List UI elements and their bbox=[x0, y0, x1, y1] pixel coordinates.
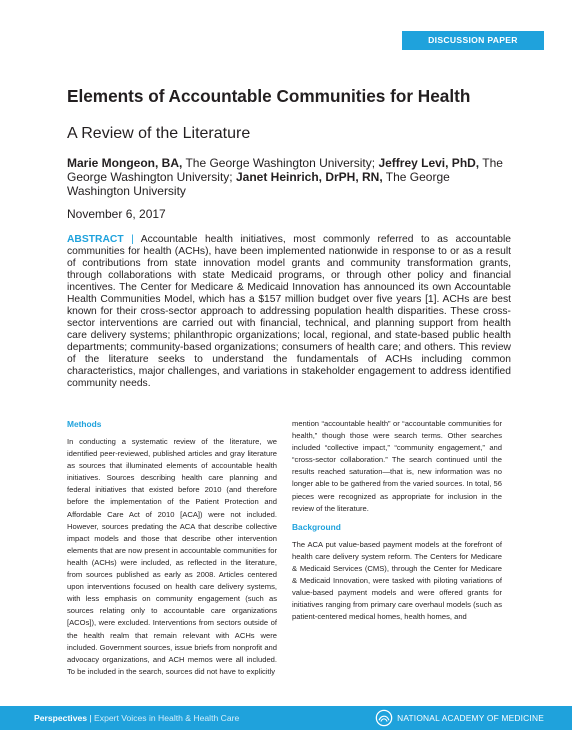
author-name: Janet Heinrich, DrPH, RN, bbox=[235, 170, 383, 184]
series-tagline: Expert Voices in Health & Health Care bbox=[94, 713, 240, 723]
footer-series bbox=[34, 706, 239, 730]
paper-subtitle: A Review of the Literature bbox=[67, 125, 251, 142]
series-name: Perspectives bbox=[34, 713, 88, 723]
section-heading-background: Background bbox=[292, 521, 341, 532]
author-affiliation: The George Washington University; bbox=[182, 156, 379, 170]
methods-paragraph-continued: mention “accountable health” or “accountable communities for health,” though those were search terms. Other searches included “collective impact,” “community engagement,” and “cross-sector collaboration.” The search continued until the results reached saturation—that is, new information was no longer able to be gathered from the varied sources. In total, 56 pieces were recognized as appropriate for inclusion in the review of the literature. bbox=[292, 419, 502, 513]
author-name: Jeffrey Levi, PhD, bbox=[378, 156, 480, 170]
footer-separator: | bbox=[87, 713, 95, 723]
author-affiliation: The George Washington University; bbox=[67, 156, 503, 184]
publication-date: November 6, 2017 bbox=[67, 207, 166, 221]
abstract-label: ABSTRACT bbox=[67, 234, 124, 245]
nam-logo-icon bbox=[375, 709, 393, 727]
organization-name: NATIONAL ACADEMY OF MEDICINE bbox=[397, 713, 544, 723]
author-affiliation: The George Washington University bbox=[67, 170, 450, 198]
footer-bar bbox=[0, 706, 572, 730]
abstract bbox=[67, 234, 511, 390]
paper-title: Elements of Accountable Communities for Health bbox=[67, 86, 471, 106]
author-list bbox=[67, 156, 512, 198]
methods-paragraph: In conducting a systematic review of the literature, we identified peer-reviewed, published articles and gray literature as sources that illuminated elements of accountable health initiatives. Sources describing health care planning and federal initiatives that existed before 2010 (and therefore before the implementation of the Patient Protection and Affordable Care Act of 2010 [ACA]) were not included. However, sources predating the ACA that describe collective impact models and those that describe other intervention elements that are now present in accountable communities for health (ACHs) were included, as reflected in the literature, from sources published as early as 2008. Articles centered upon interventions focused on health care delivery systems, with less emphasis on community engagement (such as sources relating only to accountable care organizations [ACOs]), were excluded. Interventions from sectors outside of the health realm that remain relevant with ACHs were included. Government sources, issue briefs from nonprofit and advocacy organizations, and ACH memos were all included. To be included in the search, sources did not have to explicitly bbox=[67, 437, 277, 676]
column-left bbox=[67, 418, 277, 684]
section-heading-methods: Methods bbox=[67, 419, 102, 429]
abstract-separator: | bbox=[123, 234, 141, 245]
column-right bbox=[292, 418, 502, 629]
background-paragraph: The ACA put value-based payment models at the forefront of health care delivery system reform. The Centers for Medicare & Medicaid Services (CMS), through the Center for Medicare & Medicaid Innovation, were tasked with piloting variations of value-based payment models and were offered grants for initiatives ranging from primary care overhaul models (such as patient-centered medical homes, health homes, and bbox=[292, 539, 502, 622]
abstract-text: Accountable health initiatives, most commonly referred to as accountable communities for health (ACHs), have been implemented nationwide in response to or as a result of contributions from state innovation model grants and community transformation grants, through collaborations with state Medicaid programs, or through other policy and financial incentives. The Center for Medicare & Medicaid Innovation has announced its own Accountable Health Communities Model, which has a $157 million budget over five years [1]. ACHs are best known for their cross-sector approach to addressing population health disparities. These cross-sector interventions are carried out with financial, technical, and planning support from health care delivery systems; philanthropic organizations; local, regional, and state-based public health departments; community-based organizations; consumers of health care; and others. This review of the literature seeks to understand the fundamentals of ACHs including common characteristics, major challenges, and variations in stakeholder engagement to address identified community needs. bbox=[67, 234, 512, 389]
discussion-paper-badge: DISCUSSION PAPER bbox=[402, 31, 544, 50]
author-name: Marie Mongeon, BA, bbox=[67, 156, 183, 170]
footer-organization bbox=[375, 706, 544, 730]
